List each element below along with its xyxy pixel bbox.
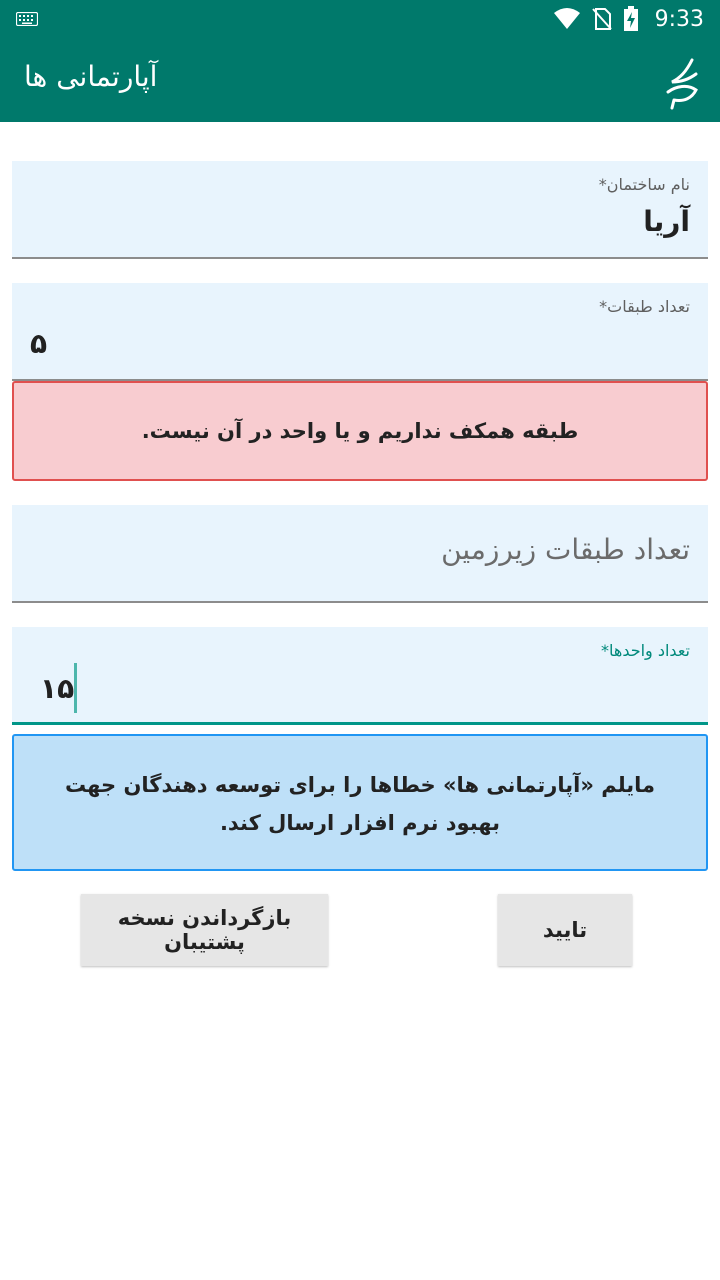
no-sim-icon (591, 7, 613, 31)
text-cursor (74, 663, 77, 713)
error-report-info[interactable] (12, 734, 708, 871)
app-title: آپارتمانی ها (24, 60, 158, 93)
wifi-icon (553, 7, 581, 31)
floors-value: ۵ (30, 327, 48, 360)
floors-error-text: طبقه همکف نداریم و یا واحد در آن نیست. (141, 419, 579, 443)
floors-error-alert (12, 381, 708, 481)
basement-floors-placeholder: تعداد طبقات زیرزمین (441, 533, 690, 566)
keyboard-icon (16, 12, 38, 26)
building-name-field[interactable] (12, 161, 708, 259)
status-time: 9:33 (654, 6, 704, 32)
floors-label: تعداد طبقات* (599, 297, 690, 316)
status-bar (0, 0, 720, 38)
basement-floors-field[interactable] (12, 505, 708, 603)
building-name-value: آریا (643, 205, 690, 238)
app-logo-icon[interactable] (658, 52, 706, 112)
units-value-wrap (40, 663, 77, 713)
app-bar (0, 38, 720, 122)
confirm-button[interactable]: تایید (498, 894, 632, 966)
units-field[interactable] (12, 627, 708, 725)
building-name-label: نام ساختمان* (598, 175, 690, 194)
units-label: تعداد واحدها* (601, 641, 690, 660)
units-value: ۱۵ (40, 671, 75, 705)
restore-backup-button[interactable]: بازگرداندن نسخه پشتیبان (81, 894, 328, 966)
floors-field[interactable] (12, 283, 708, 381)
error-report-text: مایلم «آپارتمانی ها» خطاها را برای توسعه دهندگان جهت بهبود نرم افزار ارسال کند. (64, 773, 656, 835)
battery-charging-icon (623, 6, 639, 32)
